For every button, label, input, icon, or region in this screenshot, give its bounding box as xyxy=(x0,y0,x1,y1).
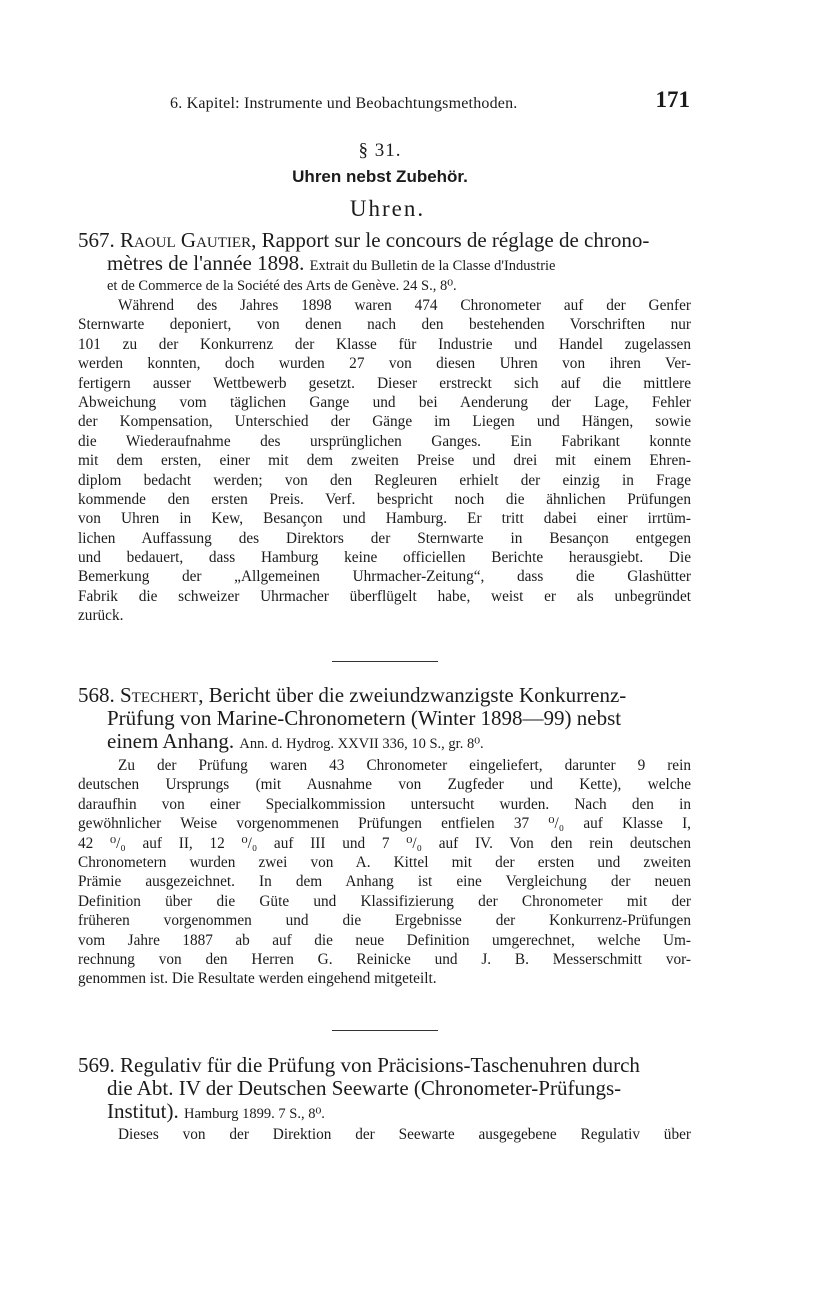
entry-567-body-line: 101 zu der Konkurrenz der Klasse für Industrie und Handel zugelassen xyxy=(78,335,691,353)
entry-568-citation: Ann. d. Hydrog. XXVII 336, 10 S., gr. 8⁰. xyxy=(239,736,484,752)
entry-567-body-line: die Wiederaufnahme des ursprünglichen Ganges. Ein Fabrikant konnte xyxy=(78,432,691,450)
entry-569-title-part-1: Regulativ für die Prüfung von Präcisions-Taschenuhren durch xyxy=(120,1053,640,1077)
entry-567-citation-2: et de Commerce de la Société des Arts de Genève. 24 S., 8⁰. xyxy=(107,278,457,294)
entry-568-body-line: daraufhin von einer Specialkommission untersucht wurden. Nach den in xyxy=(78,795,691,813)
entry-567-body-line: lichen Auffassung des Direktors der Sternwarte in Besançon entgegen xyxy=(78,529,691,547)
entry-567-body-line: Während des Jahres 1898 waren 474 Chronometer auf der Genfer xyxy=(118,297,691,314)
entry-569-number: 569. xyxy=(78,1053,115,1077)
section-title: Uhren nebst Zubehör. xyxy=(292,167,468,186)
entry-568-body-line: rechnung von den Herren G. Reinicke und J. B. Messerschmitt vor- xyxy=(78,950,691,968)
entry-567-body-line: fertigern ausser Wettbewerb gesetzt. Dieser erstreckt sich auf die mittlere xyxy=(78,374,691,392)
entry-569-title-line-3 xyxy=(78,1100,693,1126)
entry-567-body-line: Sternwarte deponiert, von denen nach den bestehenden Vorschriften nur xyxy=(78,316,691,334)
entry-567-body-line: Fabrik die schweizer Uhrmacher überflügelt habe, weist er als unbegründet xyxy=(78,587,691,605)
entry-567-body-line: mit dem ersten, einer mit dem zweiten Preise und drei mit einem Ehren- xyxy=(78,452,691,470)
page-number: 171 xyxy=(655,87,690,112)
entry-568-title-line-2: Prüfung von Marine-Chronometern (Winter 1898—99) nebst xyxy=(107,706,622,730)
entry-568-body-line: Chronometern wurden zwei von A. Kittel mit der ersten und zweiten xyxy=(78,853,691,871)
entry-569-heading xyxy=(78,1054,693,1126)
separator-rule xyxy=(332,661,438,662)
separator-rule xyxy=(332,1030,438,1031)
subsection-title: Uhren. xyxy=(349,196,426,221)
entry-568-body-line: Zu der Prüfung waren 43 Chronometer eingeliefert, darunter 9 rein xyxy=(118,757,691,774)
entry-567-title-line-1 xyxy=(78,229,693,252)
entry-568-author: Stechert xyxy=(120,683,199,707)
entry-567-title-part-2: mètres de l'année 1898. xyxy=(107,251,305,275)
entry-567-body-line: zurück. xyxy=(78,607,124,625)
entry-568-body-line: genommen ist. Die Resultate werden eingehend mitgeteilt. xyxy=(78,970,437,988)
entry-568-body-line: Prämie ausgezeichnet. In dem Anhang ist eine Vergleichung der neuen xyxy=(78,873,691,891)
entry-568-body-line: deutschen Ursprungs (mit Ausnahme von Zugfeder und Kette), welche xyxy=(78,776,691,794)
entry-568-title-part-3: einem Anhang. xyxy=(107,729,235,753)
entry-569-body-line: Dieses von der Direktion der Seewarte ausgegebene Regulativ über xyxy=(118,1126,691,1143)
entry-568-heading xyxy=(78,684,693,756)
entry-567-heading xyxy=(78,229,693,295)
entry-567-body-line: und bedauert, dass Hamburg keine officiellen Berichte herausgiebt. Die xyxy=(78,549,691,567)
entry-569-title-line-1 xyxy=(78,1054,693,1077)
entry-568-body-line: 42 ⁰/₀ auf II, 12 ⁰/₀ auf III und 7 ⁰/₀ auf IV. Von den rein deutschen xyxy=(78,834,691,852)
entry-567-citation-1: Extrait du Bulletin de la Classe d'Industrie xyxy=(309,258,556,274)
entry-568-body-line: Definition über die Güte und Klassifizierung der Chronometer mit der xyxy=(78,892,691,910)
entry-567-number: 567. xyxy=(78,228,115,252)
entry-568-body xyxy=(78,756,691,989)
entry-568-body-line: vom Jahre 1887 ab auf die neue Definition umgerechnet, welche Um- xyxy=(78,931,691,949)
running-title: 6. Kapitel: Instrumente und Beobachtungsmethoden. xyxy=(170,95,518,112)
entry-567-body-line: Bemerkung der „Allgemeinen Uhrmacher-Zeitung“, dass die Glashütter xyxy=(78,568,691,586)
entry-567-body-line: werden konnten, doch wurden 27 von diesen Uhren von ihren Ver- xyxy=(78,355,691,373)
entry-569-citation: Hamburg 1899. 7 S., 8⁰. xyxy=(184,1106,325,1122)
entry-569-title-part-3: Institut). xyxy=(107,1099,179,1123)
entry-569-body xyxy=(78,1125,691,1144)
entry-568-title-part-1: , Bericht über die zweiundzwanzigste Konkurrenz- xyxy=(198,683,627,707)
entry-567-author: Raoul Gautier xyxy=(120,228,252,252)
entry-567-body-line: der Kompensation, Unterschied der Gänge im Liegen und Hängen, sowie xyxy=(78,413,691,431)
entry-569-title-line-2: die Abt. IV der Deutschen Seewarte (Chronometer-Prüfungs- xyxy=(107,1076,622,1100)
entry-567-title-line-2 xyxy=(78,252,693,278)
entry-567-body-line: diplom bedacht werden; von den Regleuren erhielt der einzig in Frage xyxy=(78,471,691,489)
entry-567-title-part-1: , Rapport sur le concours de réglage de chrono- xyxy=(251,228,650,252)
entry-568-title-line-3 xyxy=(78,730,693,756)
entry-567-body-line: kommende den ersten Preis. Verf. bespricht noch die ähnlichen Prüfungen xyxy=(78,490,691,508)
section-number: § 31. xyxy=(358,140,402,161)
entry-567-body-line: von Uhren in Kew, Besançon und Hamburg. Er tritt dabei einer irrtüm- xyxy=(78,510,691,528)
entry-568-body-line: gewöhnlicher Weise vorgenommenen Prüfungen entfielen 37 ⁰/₀ auf Klasse I, xyxy=(78,815,691,833)
entry-567-body-line: Abweichung vom täglichen Gange und bei Aenderung der Lage, Fehler xyxy=(78,393,691,411)
entry-568-title-line-1 xyxy=(78,684,693,707)
entry-568-number: 568. xyxy=(78,683,115,707)
entry-568-body-line: früheren vorgenommen und die Ergebnisse der Konkurrenz-Prüfungen xyxy=(78,912,691,930)
entry-567-body xyxy=(78,296,691,626)
